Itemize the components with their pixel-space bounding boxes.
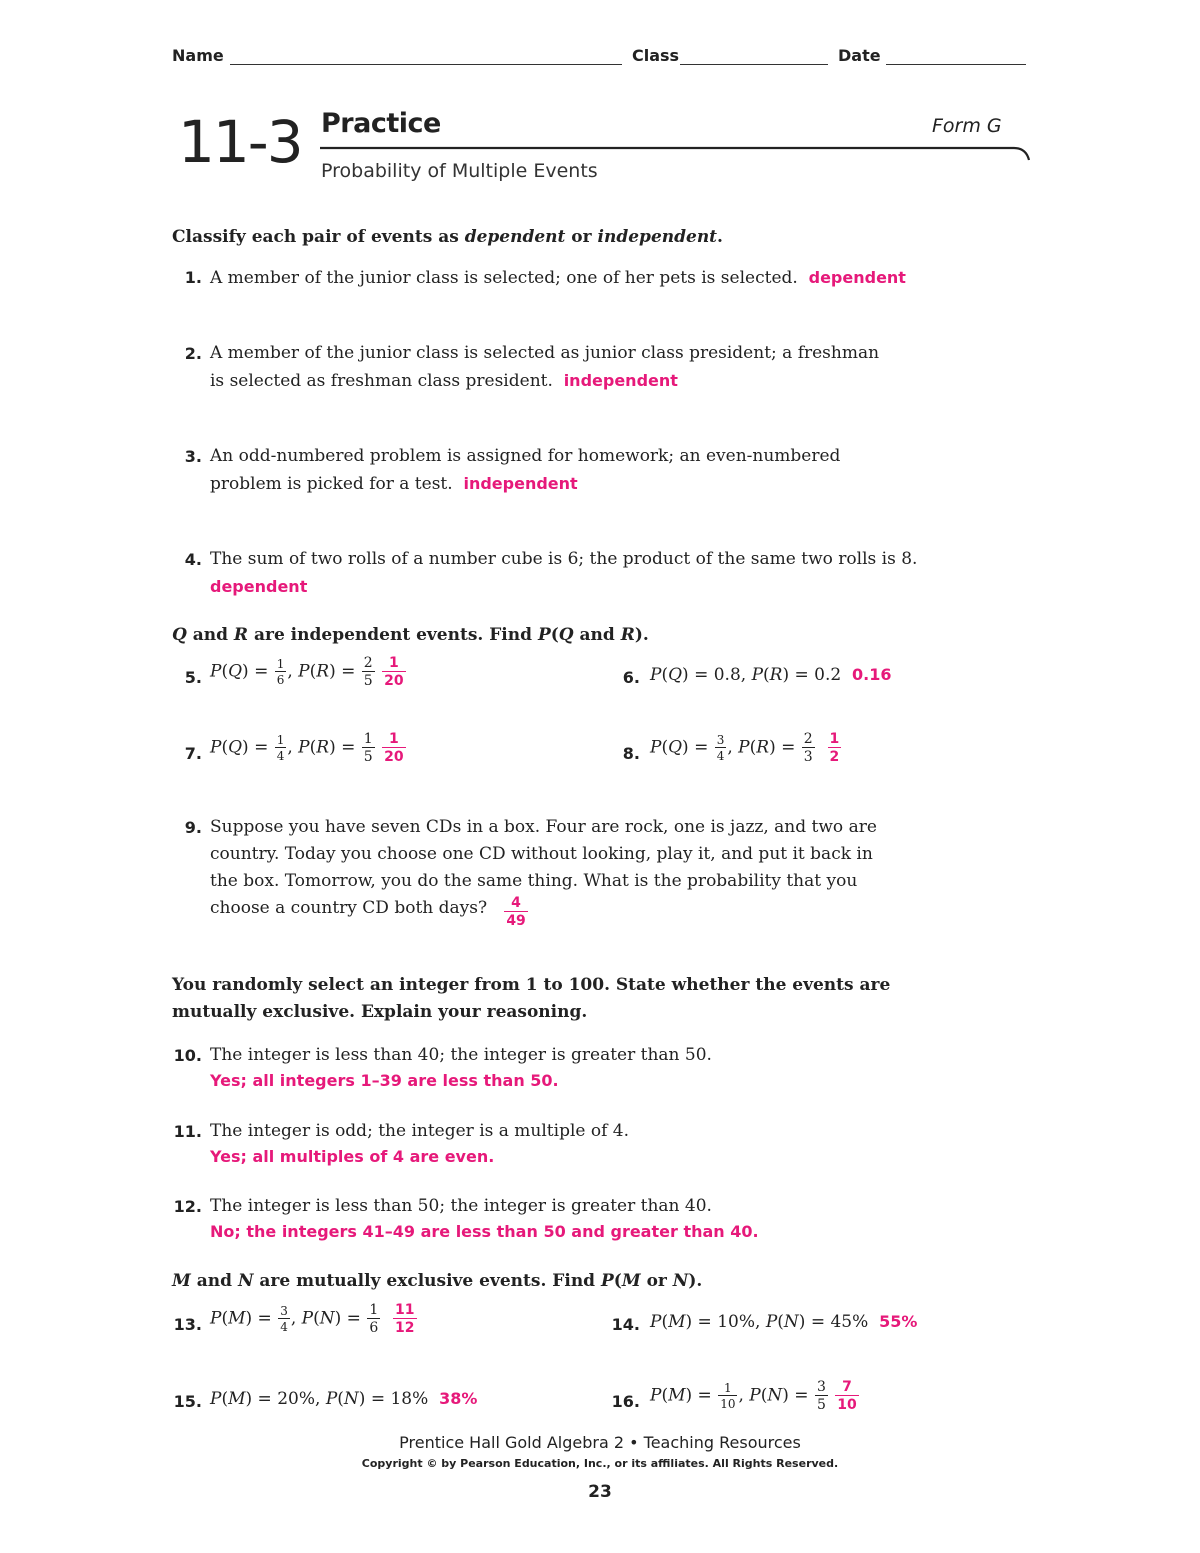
question-number: 4. — [184, 550, 202, 569]
fraction: $\frac{1}{4}$ — [276, 733, 285, 763]
fraction: $\frac{2}{3}$ — [803, 731, 813, 765]
page-number: 23 — [588, 1482, 612, 1502]
question-7: P(Q) = $\frac{1}{4}$ , P(R) = $\frac{1}{5}$ $\frac{1}{20}$ — [210, 731, 404, 765]
class-label: Class — [632, 46, 680, 65]
date-label: Date — [838, 46, 881, 65]
fraction: $\frac{3}{4}$ — [716, 733, 725, 763]
question-6: P(Q) = 0.8, P(R) = 0.2 0.16 — [650, 665, 892, 685]
answer-16: $\frac{7}{10}$ — [837, 1379, 857, 1413]
fraction: $\frac{1}{10}$ — [720, 1381, 736, 1411]
question-12: The integer is less than 50; the integer is greater than 40. No; the integers 41–49 are less than 50 and greater than 40. — [210, 1193, 759, 1244]
question-number: 15. — [173, 1392, 202, 1411]
name-label: Name — [172, 46, 224, 65]
question-5: P(Q) = $\frac{1}{6}$ , P(R) = $\frac{2}{5}$ $\frac{1}{20}$ — [210, 655, 404, 689]
question-4: The sum of two rolls of a number cube is 6; the product of the same two rolls is 8. dependent — [210, 546, 917, 600]
answer-6: 0.16 — [852, 665, 892, 684]
question-number: 2. — [184, 344, 202, 363]
answer-4: dependent — [210, 577, 308, 596]
answer-11: Yes; all multiples of 4 are even. — [210, 1147, 495, 1166]
question-number: 11. — [173, 1122, 202, 1141]
question-1: A member of the junior class is selected; one of her pets is selected. dependent — [210, 268, 906, 288]
question-number: 14. — [611, 1315, 640, 1334]
question-number: 1. — [184, 268, 202, 287]
page-subtitle: Probability of Multiple Events — [321, 160, 598, 182]
answer-7: $\frac{1}{20}$ — [384, 731, 404, 765]
form-label: Form G — [932, 115, 1002, 137]
question-number: 9. — [184, 818, 202, 837]
question-number: 16. — [611, 1392, 640, 1411]
question-9: Suppose you have seven CDs in a box. Four are rock, one is jazz, and two are country. Today you choose one CD without looking, play it, and put it back in the box. Tomorrow, you do the same thing. What is the probability that you choose a country CD both days? $\frac{4}{49}$ — [210, 817, 877, 929]
question-2: A member of the junior class is selected as junior class president; a freshman is selected as freshman class president. independent — [210, 343, 880, 391]
question-8: P(Q) = $\frac{3}{4}$ , P(R) = $\frac{2}{3}$ $\frac{1}{2}$ — [650, 731, 840, 765]
footer-publisher: Prentice Hall Gold Algebra 2 • Teaching Resources — [399, 1433, 801, 1452]
answer-13: $\frac{11}{12}$ — [395, 1302, 415, 1336]
question-number: 5. — [184, 668, 202, 687]
section4-directions: M and N are mutually exclusive events. Find P(M or N). — [172, 1271, 703, 1291]
question-16: P(M) = $\frac{1}{10}$ , P(N) = $\frac{3}{5}$ $\frac{7}{10}$ — [650, 1379, 857, 1413]
answer-5: $\frac{1}{20}$ — [384, 655, 404, 689]
answer-1: dependent — [808, 268, 906, 287]
answer-9: $\frac{4}{49}$ — [506, 895, 526, 929]
section1-directions: Classify each pair of events as dependent or independent. — [172, 227, 723, 247]
question-number: 12. — [173, 1197, 202, 1216]
section3-directions: You randomly select an integer from 1 to 100. State whether the events are mutually exclusive. Explain your reasoning. — [172, 975, 891, 1022]
question-15: P(M) = 20%, P(N) = 18% 38% — [210, 1389, 478, 1409]
answer-3: independent — [463, 474, 578, 493]
footer-copyright: Copyright © by Pearson Education, Inc., or its affiliates. All Rights Reserved. — [361, 1457, 839, 1470]
answer-12: No; the integers 41–49 are less than 50 and greater than 40. — [210, 1222, 759, 1241]
question-10: The integer is less than 40; the integer is greater than 50. Yes; all integers 1–39 are less than 50. — [210, 1042, 712, 1093]
answer-8: $\frac{1}{2}$ — [829, 731, 840, 765]
question-number: 8. — [622, 744, 640, 763]
date-field-line[interactable] — [886, 64, 1026, 65]
question-number: 3. — [184, 447, 202, 466]
fraction: $\frac{3}{5}$ — [816, 1379, 826, 1413]
fraction: $\frac{2}{5}$ — [363, 655, 373, 689]
question-number: 10. — [173, 1046, 202, 1065]
fraction: $\frac{1}{6}$ — [369, 1302, 379, 1336]
class-field-line[interactable] — [680, 64, 828, 65]
question-11: The integer is odd; the integer is a multiple of 4. Yes; all multiples of 4 are even. — [210, 1118, 629, 1169]
answer-2: independent — [563, 371, 678, 390]
question-3: An odd-numbered problem is assigned for homework; an even-numbered problem is picked for a test. independent — [210, 446, 841, 494]
page-title: Practice — [321, 108, 441, 139]
question-14: P(M) = 10%, P(N) = 45% 55% — [650, 1312, 918, 1332]
fraction: $\frac{1}{5}$ — [363, 731, 373, 765]
question-13: P(M) = $\frac{3}{4}$ , P(N) = $\frac{1}{6}$ $\frac{11}{12}$ — [210, 1302, 415, 1336]
section2-directions: Q and R are independent events. Find P(Q and R). — [172, 625, 649, 645]
name-field-line[interactable] — [230, 64, 622, 65]
fraction: $\frac{3}{4}$ — [280, 1304, 288, 1334]
answer-14: 55% — [879, 1312, 918, 1331]
question-number: 13. — [173, 1315, 202, 1334]
answer-10: Yes; all integers 1–39 are less than 50. — [210, 1071, 559, 1090]
fraction: $\frac{1}{6}$ — [276, 657, 285, 687]
answer-15: 38% — [439, 1389, 478, 1408]
question-number: 7. — [184, 744, 202, 763]
lesson-number: 11-3 — [178, 108, 302, 176]
question-number: 6. — [622, 668, 640, 687]
